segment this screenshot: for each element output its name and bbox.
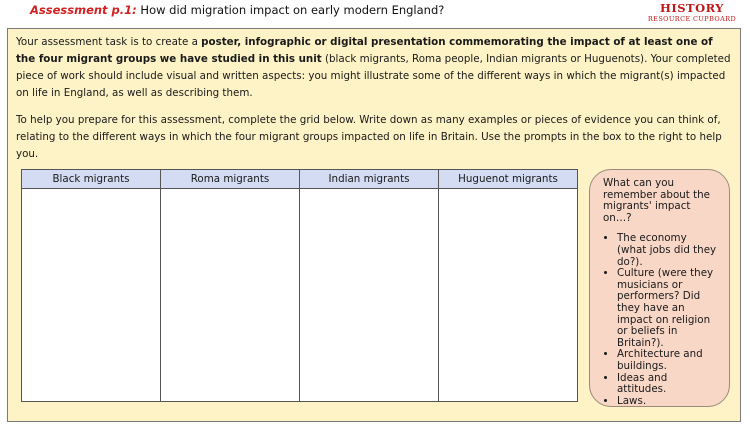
column-header: Indian migrants (300, 170, 438, 189)
column-header: Black migrants (22, 170, 160, 189)
column-writing-area[interactable] (300, 189, 438, 401)
column-header: Roma migrants (161, 170, 299, 189)
column-writing-area[interactable] (439, 189, 577, 401)
intro-bold-text: poster, infographic or digital presentation commemorating the impact of at least one of the four migrant groups we have studied in this unit (16, 36, 713, 65)
prompt-item: • Architecture and buildings. (617, 349, 719, 372)
logo (642, 2, 742, 23)
assessment-label: Assessment p.1: (30, 3, 137, 17)
evidence-grid (21, 169, 578, 402)
assessment-question: How did migration impact on early modern England? (136, 3, 445, 17)
prompt-heading: What can you remember about the migrants' impact on…? (603, 177, 710, 224)
prompt-item: • Ideas and attitudes. (617, 373, 719, 396)
intro-text-2: (black migrants, Roma people, Indian migrants or Huguenots). Your completed piece of work should include visual and written aspects: you might illustrate some of the different ways in which the migrant(s) impacted on life in England, as well as describing them. (16, 53, 731, 99)
column-writing-area[interactable] (161, 189, 299, 401)
column-writing-area[interactable] (22, 189, 160, 401)
column-roma-migrants (161, 170, 300, 401)
column-huguenot-migrants (439, 170, 577, 401)
prompt-item: • The economy (what jobs did they do?). (617, 233, 719, 268)
prompt-item: • Laws. (617, 396, 719, 408)
instructions-paragraph: To help you prepare for this assessment, complete the grid below. Write down as many examples or pieces of evidence you can think of, relating to the different ways in which the four migrant groups impacted on life in Britain. Use the prompts in the box to the right to help you. (16, 114, 722, 160)
column-indian-migrants (300, 170, 439, 401)
prompt-item: • Culture (were they musicians or performers? Did they have an impact on religion or beliefs in Britain?). (617, 268, 719, 349)
intro-paragraph (16, 34, 732, 102)
assessment-panel (7, 28, 741, 422)
column-header: Huguenot migrants (439, 170, 577, 189)
prompt-list (603, 233, 719, 407)
prompt-box (589, 169, 730, 407)
logo-title: HISTORY (659, 1, 725, 15)
header (0, 0, 750, 26)
page-title (30, 3, 444, 17)
intro-text-1: Your assessment task is to create a (16, 36, 202, 48)
column-black-migrants (22, 170, 161, 401)
logo-subtitle: RESOURCE CUPBOARD (647, 15, 737, 23)
